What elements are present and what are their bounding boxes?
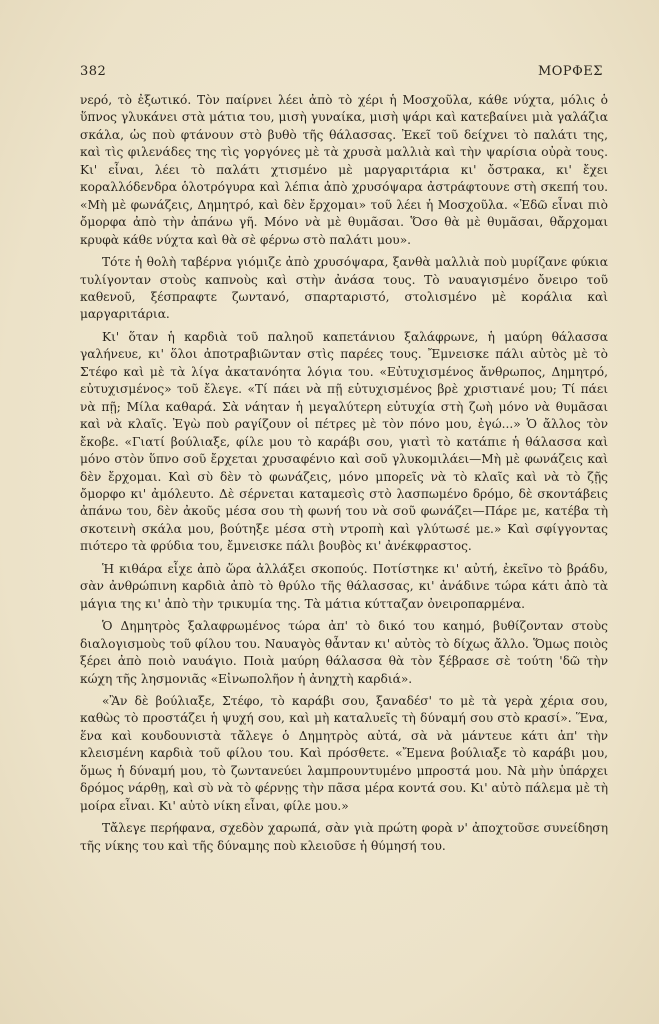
paragraph: Ὁ Δημητρὸς ξαλαφρωμένος τώρα ἀπ' τὸ δικό του καημό, βυθίζονταν στοὺς διαλογισμοὺς τοῦ φίλου του. Ναυαγὸς θἆνταν κι' αὐτὸς τὸ δίχως ἄλλο. Ὅμως ποιὸς ξέρει ἀπὸ ποιὸ ναυάγιο. Ποιὰ μαύρη θάλασσα θὰ τὸν ξέβρασε σὲ τούτη 'δῶ τὴν κώχη τῆς λησμονιᾶς «Εἰνωπολῆον ἡ ἀνηχτὴ καρδιά». [80, 619, 608, 686]
paragraph: Τἄλεγε περήφανα, σχεδὸν χαρωπά, σὰν γιὰ πρώτη φορὰ ν' ἀποχτοῦσε συνείδηση τῆς νίκης του καὶ τῆς δύναμης ποὺ κλειοῦσε ἡ θύμησή του. [80, 821, 608, 853]
body-text [80, 92, 608, 860]
paragraph: Κι' ὅταν ἡ καρδιὰ τοῦ παληοῦ καπετάνιου ξαλάφρωνε, ἡ μαύρη θάλασσα γαλήνευε, κι' ὅλοι ἀποτραβιῶνταν στὶς παρέες τους. Ἔμνεισκε πάλι αὐτὸς μὲ τὸ Στέφο καὶ μὲ τὰ λίγα ἀκατανόητα λόγια του. «Εὐτυχισμένος ἄνθρωπος, Δημητρό, εὐτυχισμένος» τοῦ ἔλεγε. «Τί πάει νὰ πῇ εὐτυχισμένος βρὲ χριστιανέ μου; Τί πάει νὰ πῇ; Μίλα καθαρά. Σὰ νάηταν ἡ μεγαλύτερη εὐτυχία στὴ ζωὴ μόνο νὰ θυμᾶσαι καὶ νὰ κλαῖς. Ἐγὼ ποὺ ραγίζουν οἱ πέτρες μὲ τὸν πόνο μου, ἐγώ...» Ὁ ἄλλος τὸν ἔκοβε. «Γιατί βούλιαξε, φίλε μου τὸ καράβι σου, γιατὶ τὸ κατάπιε ἡ θάλασσα καὶ μόνο στὸν ὕπνο σοῦ ἔρχεται χρυσαφένιο καὶ σοῦ γλυκομιλάει—Μὴ μὲ φωνάζεις καὶ δὲν ἔρχομαι. Καὶ σὺ δὲν τὸ φωνάζεις, μόνο μπορεῖς νὰ τὸ κλαῖς καὶ νὰ τὸ ζῇς ὄμορφο κι' ἀμόλευτο. Δὲ σέρνεται καταμεσὶς στὸ λασπωμένο δρόμο, δὲ σκοντάβεις ἀπάνω του, δὲν ἀκοῦς μέσα σου τὴ φωνή του νὰ σοῦ φωνάζει—Πάρε με, κατέβα τὴ σκοτεινὴ σκάλα μου, βούτηξε μέσα στὴ ντροπὴ καὶ γλύτωσέ με.» Καὶ σφίγγοντας πιότερο τὰ φρύδια του, ἔμνεισκε πάλι βουβὸς κι' ἀνέκφραστος. [80, 329, 608, 554]
journal-title: ΜΟΡΦΕΣ [537, 64, 603, 79]
paragraph: «Ἂν δὲ βούλιαξε, Στέφο, τὸ καράβι σου, ξαναδέσ' το μὲ τὰ γερὰ χέρια σου, καθὼς τὸ προστάζει ἡ ψυχή σου, καὶ μὴ καταλυεῖς τὴ δύναμή σου στὸ κρασί». Ἕνα, ἕνα καὶ κουδουνιστὰ τἄλεγε ὁ Δημητρὸς αὐτά, σὰ νὰ μάντευε κάτι ἀπ' τὴν κλεισμένη καρδιὰ τοῦ φίλου του. Καὶ πρόσθετε. «Ἔμενα βούλιαξε τὸ καράβι μου, ὅμως ἡ δύναμή μου, τὸ ζωντανεύει λαμπρουντυμένο μπροστά μου. Νὰ μὴν ὑπάρχει δρόμος νάρθῃ, καὶ σὺ νὰ τὸ φέρνῃς τὴν πᾶσα μέρα κοντά σου. Κι' αὐτὸ πάλεμα μὲ τὴ μοίρα εἶναι. Κι' αὐτὸ νίκη εἶναι, φίλε μου.» [80, 693, 608, 813]
running-header [80, 64, 603, 79]
paragraph: Ἡ κιθάρα εἶχε ἀπὸ ὥρα ἀλλάξει σκοπούς. Ποτίστηκε κι' αὐτή, ἐκεῖνο τὸ βράδυ, σὰν ἀνθρώπινη καρδιὰ ἀπὸ τὸ θρύλο τῆς θάλασσας, κι' ἀνάδινε τώρα κάτι ἀπὸ τὰ μάγια της κι' ἀπὸ τὴν τρικυμία της. Τὰ μάτια κύτταζαν ὀνειροπαρμένα. [80, 561, 608, 611]
paragraph: νερό, τὸ ἐξωτικό. Τὸν παίρνει λέει ἀπὸ τὸ χέρι ἡ Μοσχοῦλα, κάθε νύχτα, μόλις ὁ ὕπνος γλυκάνει στὰ μάτια του, μισὴ γυναίκα, μισὴ ψάρι καὶ κατεβαίνει μιὰ γαλάζια σκάλα, ὡς ποὺ φτάνουν στὸ βυθὸ τῆς θάλασσας. Ἐκεῖ τοῦ δείχνει τὸ παλάτι της, καὶ τὶς φιλενάδες της τὶς γοργόνες μὲ τὰ χρυσὰ μαλλιὰ καὶ τὴν ψαρίσια οὐρὰ τους. Κι' εἶναι, λέει τὸ παλάτι χτισμένο μὲ μαργαριτάρια κι' ὄστρακα, κι' ἔχει κοραλλόδενδρα ὁλοτρόγυρα καὶ λέπια ἀπὸ χρυσόψαρα ἀστράφτουνε στὴ σκεπή του. «Μὴ μὲ φωνάζεις, Δημητρό, καὶ δὲν ἔρχομαι» τοῦ λέει ἡ Μοσχοῦλα. «Ἐδῶ εἶναι πιὸ ὄμορφα ἀπὸ τὴν ἀπάνω γῆ. Μόνο νὰ μὲ θυμᾶσαι. Ὅσο θὰ μὲ θυμᾶσαι, θἄρχομαι κρυφὰ κάθε νύχτα καὶ θὰ σὲ φέρνω στὸ παλάτι μου». [80, 93, 608, 247]
paragraph: Τότε ἡ θολὴ ταβέρνα γιόμιζε ἀπὸ χρυσόψαρα, ξανθὰ μαλλιὰ ποὺ μυρίζανε φύκια τυλίγονταν στοὺς καπνοὺς καὶ στὴν ἀνάσα τους. Τὸ ναυαγισμένο ὄνειρο τοῦ καθενοῦ, ξέσπραφτε ζωντανό, σπαρταριστό, στολισμένο μὲ κοράλια καὶ μαργαριτάρια. [80, 255, 608, 322]
page-number: 382 [80, 64, 107, 79]
